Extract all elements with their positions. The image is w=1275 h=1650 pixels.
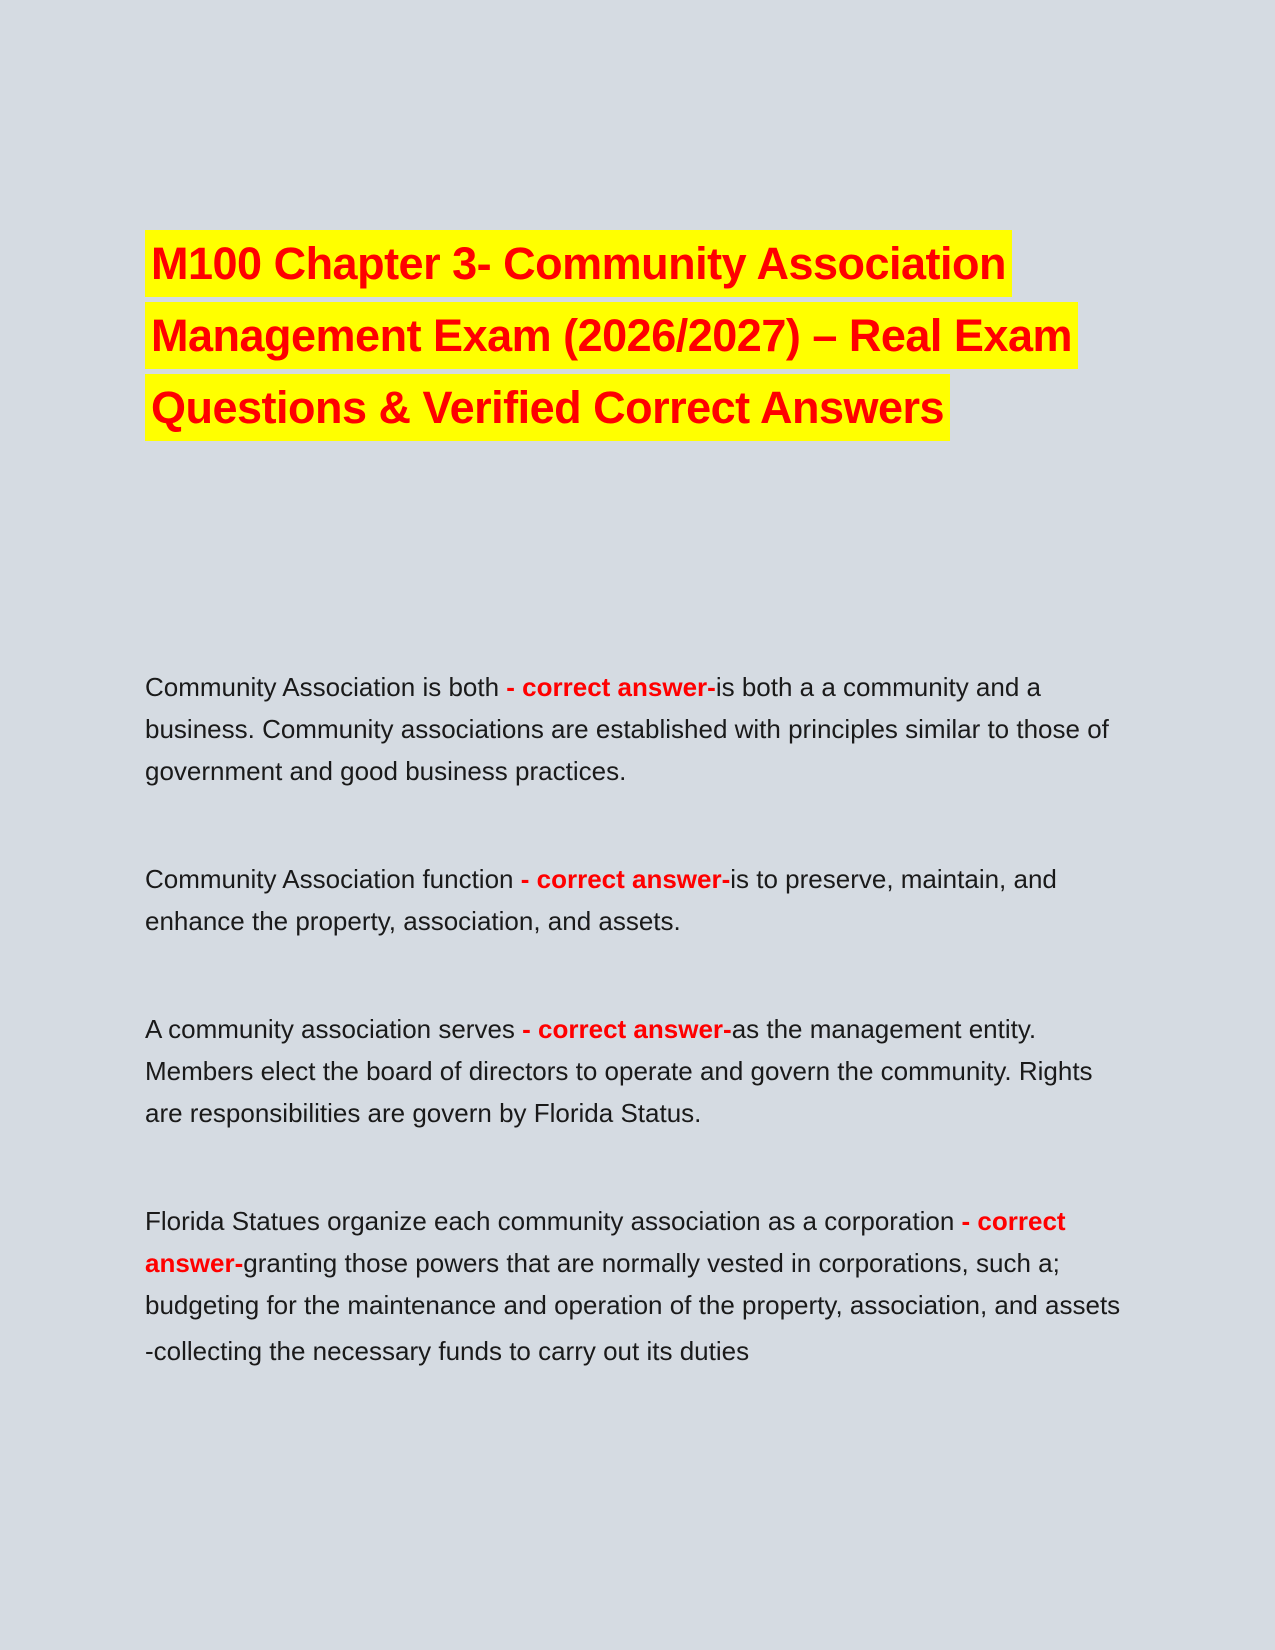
- correct-answer-marker: - correct answer-: [145, 1206, 1066, 1278]
- qa-paragraph-4: [145, 1200, 1130, 1326]
- qa-paragraph-3: [145, 1008, 1130, 1134]
- qa-paragraph-2: [145, 858, 1130, 942]
- question-text: Community Association is both: [145, 672, 507, 702]
- document-title: [145, 228, 1130, 444]
- question-text: A community association serves: [145, 1014, 523, 1044]
- answer-text: is both a a community and a business. Community associations are established with principles similar to those of government and good business practices.: [145, 672, 1109, 786]
- qa-paragraph-1: [145, 666, 1130, 792]
- answer-text: granting those powers that are normally vested in corporations, such a; budgeting for the maintenance and operation of the property, association, and assets: [145, 1248, 1121, 1320]
- question-text: Florida Statues organize each community association as a corporation: [145, 1206, 962, 1236]
- question-text: Community Association function: [145, 864, 521, 894]
- correct-answer-marker: - correct answer-: [520, 864, 731, 894]
- answer-text: is to preserve, maintain, and enhance the property, association, and assets.: [145, 864, 1057, 936]
- answer-text: as the management entity. Members elect the board of directors to operate and govern the community. Rights are responsibilities are govern by Florida Status.: [145, 1014, 1093, 1128]
- correct-answer-marker: - correct answer-: [522, 1014, 732, 1044]
- correct-answer-marker: - correct answer-: [506, 672, 716, 702]
- page-content: [145, 0, 1130, 1372]
- qa-paragraph-4-continuation: -collecting the necessary funds to carry out its duties: [145, 1336, 750, 1366]
- title-highlighted-text: M100 Chapter 3- Community Association Management Exam (2026/2027) – Real Exam Questions & Verified Correct Answers: [145, 230, 1078, 441]
